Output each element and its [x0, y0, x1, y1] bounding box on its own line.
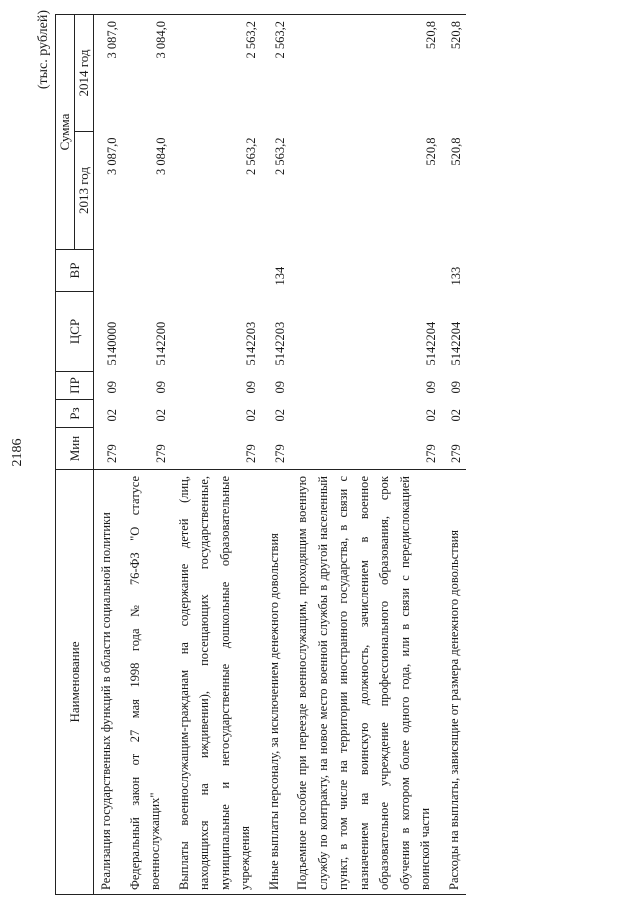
row-2014: 3 084,0: [123, 15, 172, 132]
budget-table: [55, 14, 466, 895]
row-rz: 02: [272, 409, 287, 422]
row-2014: 520,8: [442, 15, 467, 132]
header-vr: ВР: [56, 250, 94, 292]
row-name: Расходы на выплаты, зависящие от размера денежного довольствия: [442, 470, 467, 895]
row-csr: 5142200: [154, 321, 168, 366]
table-row: [442, 15, 467, 895]
row-rz: 02: [105, 409, 119, 422]
row-name: Иные выплаты персоналу, за исключением денежного довольствия: [262, 470, 291, 895]
row-pr: 09: [272, 381, 287, 394]
row-name: Федеральный закон от 27 мая 1998 года № 76-ФЗ "О статусе военнослужащих": [123, 470, 172, 895]
row-vr: [94, 250, 123, 292]
row-vr: 134: [272, 266, 287, 286]
row-csr: 5142203: [244, 321, 258, 366]
header-year-2013: 2013 год: [75, 132, 94, 250]
row-rz: 02: [244, 409, 258, 422]
row-min: 279: [448, 444, 463, 463]
row-2014: 520,8: [290, 15, 442, 132]
row-min: 279: [244, 444, 258, 463]
row-2013: 3 084,0: [154, 137, 168, 175]
table-row: [123, 15, 172, 895]
row-min: 279: [154, 444, 168, 463]
header-sum: Сумма: [56, 15, 75, 250]
row-min: 279: [272, 444, 287, 463]
header-min: Мин: [56, 428, 94, 470]
table-row: [172, 15, 262, 895]
row-rz: 02: [424, 409, 438, 422]
row-csr: 5142204: [424, 321, 438, 366]
row-2013: 2 563,2: [244, 137, 258, 175]
header-year-2014: 2014 год: [75, 15, 94, 132]
row-2014: 2 563,2: [172, 15, 262, 132]
row-pr: 09: [424, 381, 438, 394]
row-2013: 520,8: [424, 137, 438, 166]
row-2014: 2 563,2: [262, 15, 291, 132]
row-csr: 5142204: [448, 321, 463, 366]
header-name: Наименование: [56, 470, 94, 895]
header-rz: Рз: [56, 400, 94, 428]
row-vr: [172, 250, 262, 292]
row-pr: 09: [448, 381, 463, 394]
table-row: [262, 15, 291, 895]
table-row: [290, 15, 442, 895]
units-label: (тыс. рублей): [36, 10, 51, 90]
row-name: Выплаты военнослужащим-гражданам на содержание детей (лиц, находящихся на иждивении), посещающих государственные, муниципальные и негосударственные дошкольные образовательные учреждения: [172, 470, 262, 895]
row-name: Реализация государственных функций в области социальной политики: [94, 470, 123, 895]
row-2013: 520,8: [448, 137, 463, 166]
row-csr: 5142203: [272, 321, 287, 366]
row-min: 279: [105, 444, 119, 463]
row-rz: 02: [154, 409, 168, 422]
table-row: [94, 15, 123, 895]
row-vr: 133: [448, 266, 463, 286]
row-pr: 09: [154, 381, 168, 394]
row-2013: 3 087,0: [105, 137, 119, 175]
row-vr: [290, 250, 442, 292]
row-2013: 2 563,2: [272, 137, 287, 175]
row-csr: 5140000: [105, 321, 119, 366]
row-rz: 02: [448, 409, 463, 422]
row-pr: 09: [105, 381, 119, 394]
row-name: Подъемное пособие при переезде военнослужащим, проходящим военную службу по контракту, на новое место военной службы в другой населенный пункт, в том числе на территории иностранного государства, в связи с назначением на воинскую должность, зачислением в военное образовательное учреждение профессионального образования, срок обучения в котором более одного года, или в связи с передислокацией воинской части: [290, 470, 442, 895]
header-pr: ПР: [56, 372, 94, 400]
row-pr: 09: [244, 381, 258, 394]
header-csr: ЦСР: [56, 292, 94, 372]
row-vr: [123, 250, 172, 292]
row-2014: 3 087,0: [94, 15, 123, 132]
row-min: 279: [424, 444, 438, 463]
page-number: 2186: [10, 438, 25, 467]
